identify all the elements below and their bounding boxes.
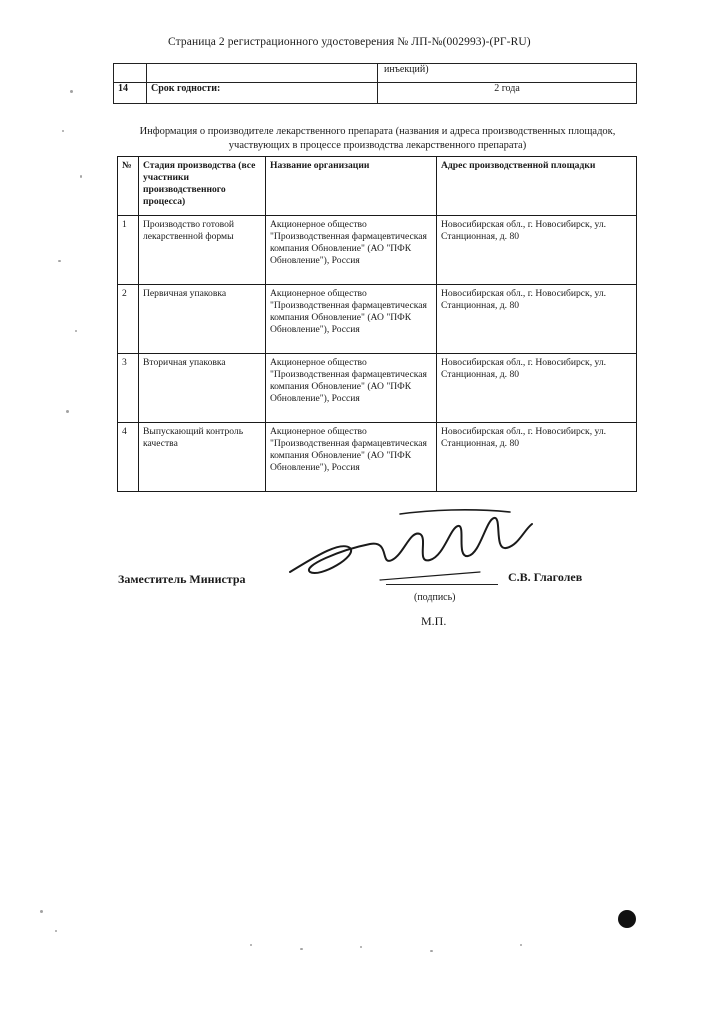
page-header: Страница 2 регистрационного удостоверения № ЛП-№(002993)-(РГ-RU) [168,36,531,48]
signature-block [118,570,638,630]
signature-underline [386,584,498,585]
header-stage: Стадия производства (все участники производственного процесса) [139,157,266,216]
ink-blot [618,910,636,928]
header-org: Название организации [266,157,437,216]
cell-stage: Выпускающий контроль качества [139,423,266,492]
seal-mark: М.П. [421,614,447,628]
cell-address: Новосибирская обл., г. Новосибирск, ул. Станционная, д. 80 [437,216,637,285]
table-row [114,64,637,83]
signature-caption: (подпись) [414,592,456,603]
table-row [118,354,637,423]
cell-address: Новосибирская обл., г. Новосибирск, ул. Станционная, д. 80 [437,423,637,492]
info-line-1: Информация о производителе лекарственного препарата (названия и адреса производственных площадок, [139,126,616,137]
shelf-life-value: 2 года [378,83,637,104]
table-row [118,285,637,354]
signer-position: Заместитель Министра [118,572,246,586]
cell-stage: Первичная упаковка [139,285,266,354]
table-row [114,83,637,104]
manufacturer-table [117,156,637,492]
row-label [147,64,378,83]
cell-stage: Производство готовой лекарственной формы [139,216,266,285]
cell-num: 3 [118,354,139,423]
cell-address: Новосибирская обл., г. Новосибирск, ул. Станционная, д. 80 [437,354,637,423]
table-header-row [118,157,637,216]
header-address: Адрес производственной площадки [437,157,637,216]
row-number: 14 [114,83,147,104]
manufacturer-info-heading [110,125,645,153]
cell-num: 1 [118,216,139,285]
signer-name: С.В. Глаголев [508,570,583,584]
shelf-life-label: Срок годности: [147,83,378,104]
row-value: инъекций) [378,64,637,83]
cell-stage: Вторичная упаковка [139,354,266,423]
header-num: № [118,157,139,216]
cell-org: Акционерное общество "Производственная фармацевтическая компания Обновление" (АО "ПФК Обновление"), Россия [266,285,437,354]
row-number [114,64,147,83]
table-row [118,216,637,285]
cell-org: Акционерное общество "Производственная фармацевтическая компания Обновление" (АО "ПФК Обновление"), Россия [266,216,437,285]
top-table [113,63,637,104]
cell-org: Акционерное общество "Производственная фармацевтическая компания Обновление" (АО "ПФК Обновление"), Россия [266,423,437,492]
cell-num: 2 [118,285,139,354]
cell-num: 4 [118,423,139,492]
cell-org: Акционерное общество "Производственная фармацевтическая компания Обновление" (АО "ПФК Обновление"), Россия [266,354,437,423]
info-line-2: участвующих в процессе производства лекарственного препарата) [228,140,527,151]
table-row [118,423,637,492]
cell-address: Новосибирская обл., г. Новосибирск, ул. Станционная, д. 80 [437,285,637,354]
